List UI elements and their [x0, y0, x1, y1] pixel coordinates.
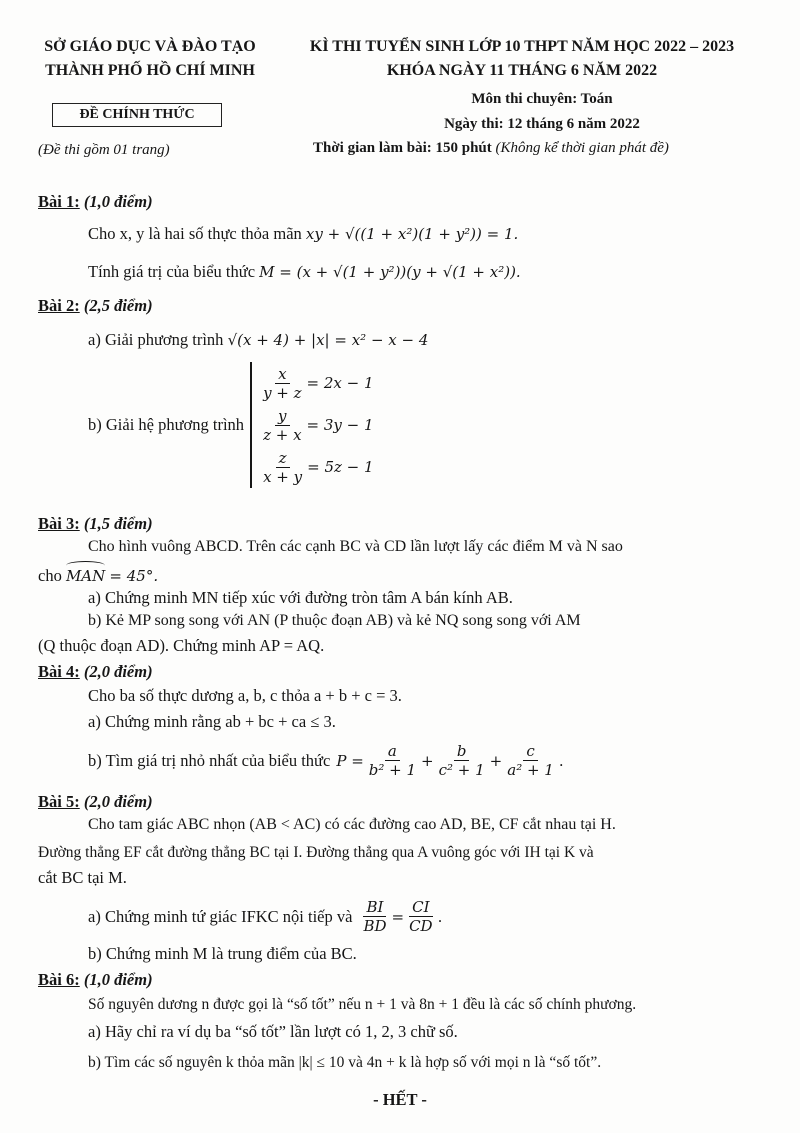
problem-5b: b) Chứng minh M là trung điểm của BC. — [88, 944, 357, 963]
end-marker: - HẾT - — [373, 1090, 427, 1109]
eq1-rhs: = 2x − 1 — [306, 374, 374, 392]
problem-5-line2: Đường thẳng EF cắt đường thẳng BC tại I. Đường thẳng qua A vuông góc với IH tại K và — [38, 844, 594, 861]
problem-2-label: Bài 2: — [38, 296, 80, 315]
problem-4-intro: Cho ba số thực dương a, b, c thỏa a + b + c = 3. — [88, 686, 402, 705]
problem-1-given-text: Cho x, y là hai số thực thỏa mãn — [88, 224, 302, 243]
p5-frac1-num: BI — [363, 898, 386, 917]
p4-frac2-num: b — [454, 742, 470, 761]
eq3-rhs: = 5z − 1 — [307, 458, 374, 476]
problem-6a: a) Hãy chỉ ra ví dụ ba “số tốt” lần lượt có 1, 2, 3 chữ số. — [88, 1022, 458, 1041]
problem-5-title — [38, 792, 153, 812]
problem-2a — [88, 330, 428, 350]
time-note: (Không kể thời gian phát đề) — [495, 140, 669, 156]
problem-2-points: (2,5 điểm) — [83, 296, 153, 315]
exam-title: KÌ THI TUYỂN SINH LỚP 10 THPT NĂM HỌC 2022 – 2023 — [309, 38, 735, 55]
angle-man: MAN — [65, 567, 106, 585]
p4-frac3-num: c — [523, 742, 537, 761]
problem-3-intro-line2 — [38, 566, 158, 586]
problem-6-title — [38, 970, 153, 990]
problem-5-line1: Cho tam giác ABC nhọn (AB < AC) có các đường cao AD, BE, CF cắt nhau tại H. — [88, 816, 616, 833]
p4-frac1-num: a — [385, 742, 400, 761]
p5-frac2-num: CI — [409, 898, 432, 917]
eq3-denominator: x + y — [263, 467, 303, 486]
problem-3-angle-value: = 45°. — [109, 567, 159, 585]
problem-3-label: Bài 3: — [38, 514, 80, 533]
problem-6-intro: Số nguyên dương n được gọi là “số tốt” nếu n + 1 và 8n + 1 đều là các số chính phương. — [88, 996, 637, 1013]
exam-session: KHÓA NGÀY 11 THÁNG 6 NĂM 2022 — [386, 62, 658, 79]
problem-2-title — [38, 296, 153, 316]
equation-system — [250, 362, 373, 488]
department-line2: THÀNH PHỐ HỒ CHÍ MINH — [45, 62, 255, 79]
problem-1-line2 — [88, 262, 521, 282]
problem-4b: b) Tìm giá trị nhỏ nhất của biểu thức P = $\frac{a}{\text{b² + 1}}$ + $\frac{b}{\text{c² + 1}}$ + $\frac{c}{\text{a² + 1}}$ . — [88, 742, 564, 779]
problem-3b-line1: b) Kẻ MP song song với AN (P thuộc đoạn AB) và kẻ NQ song song với AM — [88, 612, 581, 629]
problem-2a-text: a) Giải phương trình — [88, 330, 224, 349]
problem-5a-text: a) Chứng minh tứ giác IFKC nội tiếp và — [88, 906, 353, 926]
problem-4a: a) Chứng minh rằng ab + bc + ca ≤ 3. — [88, 712, 336, 731]
p4-frac1-den: b² + 1 — [368, 761, 417, 779]
exam-date: Ngày thi: 12 tháng 6 năm 2022 — [444, 116, 640, 132]
system-eq-2 — [258, 404, 373, 446]
problem-2b-text: b) Giải hệ phương trình — [88, 415, 245, 434]
problem-3b-line2: (Q thuộc đoạn AD). Chứng minh AP = AQ. — [38, 636, 325, 655]
eq1-denominator: y + z — [263, 383, 302, 402]
problem-1-line1 — [88, 224, 518, 244]
eq2-denominator: z + x — [263, 425, 302, 444]
eq2-rhs: = 3y − 1 — [306, 416, 374, 434]
problem-1-given-equation: xy + √((1 + x²)(1 + y²)) = 1. — [305, 225, 519, 243]
system-eq-1 — [258, 362, 373, 404]
problem-3-points: (1,5 điểm) — [83, 514, 153, 533]
problem-2b — [88, 362, 374, 488]
problem-1-title — [38, 192, 153, 212]
problem-4-title — [38, 662, 153, 682]
problem-5-label: Bài 5: — [38, 792, 80, 811]
problem-1-points: (1,0 điểm) — [83, 192, 153, 211]
exam-subject: Môn thi chuyên: Toán — [471, 91, 613, 107]
problem-6b: b) Tìm các số nguyên k thỏa mãn |k| ≤ 10 và 4n + k là hợp số với mọi n là “số tốt”. — [88, 1054, 602, 1071]
problem-5-line3: cắt BC tại M. — [38, 868, 127, 887]
eq2-numerator: y — [275, 407, 289, 426]
pages-note: (Đề thi gồm 01 trang) — [38, 142, 170, 158]
problem-3a: a) Chứng minh MN tiếp xúc với đường tròn tâm A bán kính AB. — [88, 588, 513, 607]
eq3-numerator: z — [276, 449, 290, 468]
problem-4b-text: b) Tìm giá trị nhỏ nhất của biểu thức — [88, 750, 331, 770]
time-label: Thời gian làm bài: 150 phút — [313, 140, 492, 156]
problem-4-points: (2,0 điểm) — [83, 662, 153, 681]
time-line — [313, 140, 669, 157]
problem-6-points: (1,0 điểm) — [83, 970, 153, 989]
problem-1-task-text: Tính giá trị của biểu thức — [88, 262, 256, 281]
problem-5a: a) Chứng minh tứ giác IFKC nội tiếp và $\frac{BI}{BD}$ = $\frac{CI}{CD}$ . — [88, 898, 443, 935]
problem-4b-lhs: P = — [336, 751, 364, 770]
problem-6-label: Bài 6: — [38, 970, 80, 989]
p5-frac2-den: CD — [409, 917, 433, 935]
department-line1: SỞ GIÁO DỤC VÀ ĐÀO TẠO — [44, 38, 256, 55]
problem-3-intro-line1: Cho hình vuông ABCD. Trên các cạnh BC và CD lần lượt lấy các điểm M và N sao — [88, 538, 623, 555]
problem-4-label: Bài 4: — [38, 662, 80, 681]
problem-3-intro-pre: cho — [38, 566, 62, 585]
problem-1-expression: M = (x + √(1 + y²))(y + √(1 + x²)). — [259, 263, 521, 281]
official-label: ĐỀ CHÍNH THỨC — [52, 103, 222, 127]
system-eq-3 — [258, 446, 373, 488]
problem-3-title — [38, 514, 153, 534]
problem-1-label: Bài 1: — [38, 192, 80, 211]
p4-frac3-den: a² + 1 — [507, 761, 554, 779]
p4-frac2-den: c² + 1 — [438, 761, 485, 779]
problem-2a-equation: √(x + 4) + |x| = x² − x − 4 — [227, 331, 429, 349]
problem-5-points: (2,0 điểm) — [83, 792, 153, 811]
eq1-numerator: x — [275, 365, 289, 384]
p5-frac1-den: BD — [363, 917, 387, 935]
